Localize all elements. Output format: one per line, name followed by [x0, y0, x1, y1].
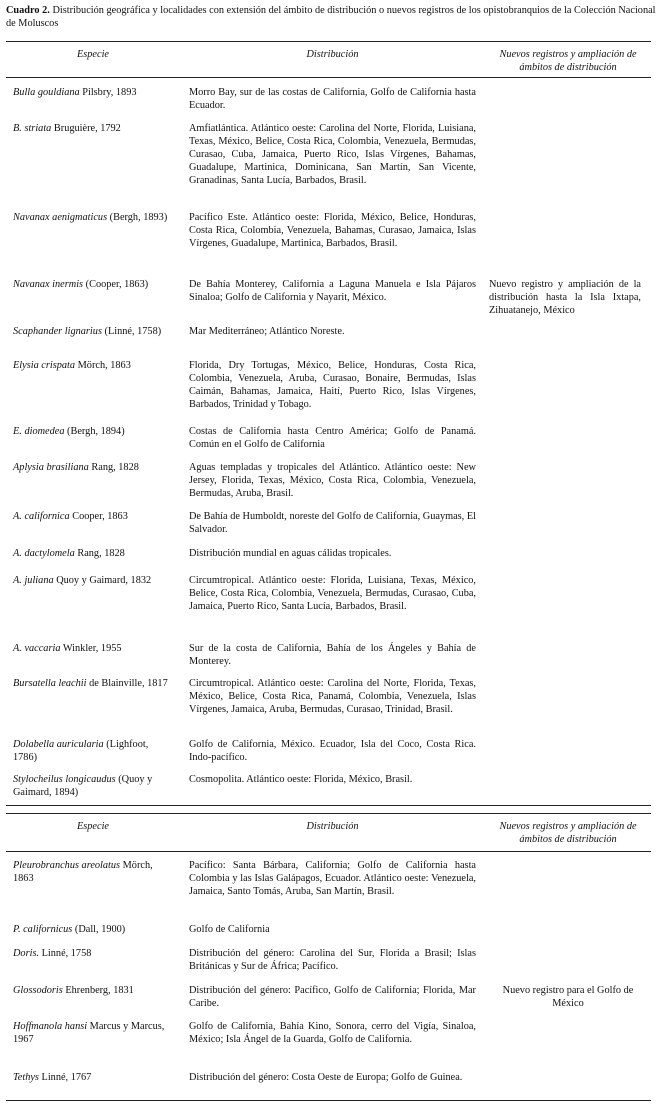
- species-cell: Bulla gouldiana Pilsbry, 1893: [13, 87, 137, 98]
- distribution-cell: Golfo de California, México. Ecuador, Isla del Coco, Costa Rica. Indo-pacífico.: [189, 739, 476, 763]
- header-distribution: Distribución: [306, 49, 359, 60]
- header-new-records: Nuevos registros y ampliación de ámbitos de distribución: [499, 49, 637, 73]
- species-cell: Scaphander lignarius (Linné, 1758): [13, 326, 162, 337]
- species-cell: Navanax aenigmaticus (Bergh, 1893): [13, 212, 168, 223]
- header-species: Especie: [76, 821, 110, 832]
- distribution-cell: Circumtropical. Atlántico oeste: Florida, Luisiana, Texas, México, Belice, Costa Rica, Colombia, Venezuela, Bermudas, Curasao, Cuba, Jamaica, Puerto Rico, Santa Lucía, Barbados, Brasil.: [189, 575, 476, 612]
- species-cell: Glossodoris Ehrenberg, 1831: [13, 985, 134, 996]
- header-species: Especie: [76, 49, 110, 60]
- species-cell: A. californica Cooper, 1863: [13, 511, 128, 522]
- distribution-cell: Morro Bay, sur de las costas de California, Golfo de California hasta Ecuador.: [189, 87, 476, 111]
- species-cell: A. vaccaria Winkler, 1955: [13, 643, 122, 654]
- header-distribution: Distribución: [306, 821, 359, 832]
- header-new-records: Nuevos registros y ampliación de ámbitos de distribución: [499, 821, 637, 845]
- distribution-cell: Distribución del género: Pacífico, Golfo de California; Florida, Mar Caribe.: [189, 985, 476, 1009]
- distribution-cell: Golfo de California: [189, 924, 270, 935]
- distribution-cell: Sur de la costa de California, Bahía de los Ángeles y Bahía de Monterey.: [189, 643, 476, 667]
- species-cell: A. juliana Quoy y Gaimard, 1832: [13, 575, 152, 586]
- distribution-cell: De Bahía de Humboldt, noreste del Golfo de California, Guaymas, El Salvador.: [189, 511, 476, 535]
- caption-label: Cuadro 2.: [6, 5, 50, 16]
- species-cell: Hoffmanola hansi Marcus y Marcus, 1967: [13, 1021, 165, 1045]
- distribution-cell: Amfiatlántica. Atlántico oeste: Carolina del Norte, Florida, Luisiana, Texas, México, Belice, Costa Rica, Colombia, Venezuela, Bermudas, Curasao, Cuba, Jamaica, Puerto Rico, Islas Vírgenes, Bahamas, Guadalupe, Martinica, Dominicana, San Martín, San Vicente, Granadinas, Santa Lucía, Barbados, Brasil.: [189, 123, 476, 186]
- species-cell: Tethys Linné, 1767: [13, 1072, 92, 1083]
- new-record-cell: Nuevo registro y ampliación de la distribución hasta la Isla Ixtapa, Zihuatanejo, México: [489, 279, 641, 316]
- distribution-cell: Mar Mediterráneo; Atlántico Noreste.: [189, 326, 345, 337]
- species-cell: E. diomedea (Bergh, 1894): [13, 426, 125, 437]
- species-cell: P. californicus (Dall, 1900): [13, 924, 126, 935]
- distribution-cell: Aguas templadas y tropicales del Atlántico. Atlántico oeste: New Jersey, Florida, Texas, México, Costa Rica, Colombia, Venezuela, Bermudas, Aruba, Brasil.: [189, 462, 476, 499]
- table-2-header-rule: [6, 851, 651, 852]
- species-cell: Doris. Linné, 1758: [13, 948, 92, 959]
- species-cell: Navanax inermis (Cooper, 1863): [13, 279, 149, 290]
- species-cell: Pleurobranchus areolatus Mörch, 1863: [13, 860, 153, 884]
- distribution-cell: Cosmopolita. Atlántico oeste: Florida, México, Brasil.: [189, 774, 413, 785]
- species-cell: Aplysia brasiliana Rang, 1828: [13, 462, 139, 473]
- distribution-cell: Distribución del género: Costa Oeste de Europa; Golfo de Guinea.: [189, 1072, 463, 1083]
- distribution-cell: Pacífico: Santa Bárbara, California; Golfo de California hasta Colombia y las Islas Galápagos, Ecuador. Atlántico oeste: Venezuela, Jamaica, Santo Tomás, Aruba, San Martín, Brasil.: [189, 860, 476, 897]
- table-1-bottom-rule: [6, 805, 651, 806]
- species-cell: B. striata Bruguière, 1792: [13, 123, 121, 134]
- distribution-cell: Florida, Dry Tortugas, México, Belice, Honduras, Costa Rica, Colombia, Venezuela, Aruba, Curasao, Bonaire, Bermudas, Islas Caimán, Bahamas, Jamaica, Haití, Puerto Rico, Islas Vírgenes, Barbados, Trinidad y Tobago.: [189, 360, 476, 410]
- table-2-bottom-rule: [6, 1100, 651, 1101]
- species-cell: Dolabella auricularia (Lighfoot, 1786): [13, 739, 149, 763]
- new-record-cell: Nuevo registro para el Golfo de México: [502, 985, 634, 1009]
- distribution-cell: Circumtropical. Atlántico oeste: Carolina del Norte, Florida, Texas, México, Belice, Costa Rica, Panamá, Colombia, Venezuela, Islas Vírgenes, Jamaica, Aruba, Bermudas, Curasao, Trinidad, Brasil.: [189, 678, 476, 715]
- table-caption: [6, 4, 656, 30]
- distribution-cell: Distribución del género: Carolina del Sur, Florida a Brasil; Islas Británicas y Sur de África; Pacífico.: [189, 948, 476, 972]
- distribution-cell: Golfo de California, Bahía Kino, Sonora, cerro del Vigía, Sinaloa, México; Isla Ángel de la Guarda, Golfo de California.: [189, 1021, 476, 1045]
- species-cell: A. dactylomela Rang, 1828: [13, 548, 125, 559]
- distribution-cell: Costas de California hasta Centro América; Golfo de Panamá. Común en el Golfo de California: [189, 426, 476, 450]
- species-cell: Stylocheilus longicaudus (Quoy y Gaimard, 1894): [13, 774, 153, 798]
- species-cell: Bursatella leachii de Blainville, 1817: [13, 678, 168, 689]
- distribution-cell: Distribución mundial en aguas cálidas tropicales.: [189, 548, 392, 559]
- table-2-top-rule: [6, 813, 651, 814]
- distribution-cell: De Bahía Monterey, California a Laguna Manuela e Isla Pájaros Sinaloa; Golfo de California y Nayarit, México.: [189, 279, 476, 303]
- table-1-header-rule: [6, 77, 651, 78]
- caption-text: Distribución geográfica y localidades con extensión del ámbito de distribución o nuevos registros de los opistobranquios de la Colección Nacional de Moluscos: [6, 5, 656, 29]
- table-1-top-rule: [6, 41, 651, 42]
- species-cell: Elysia crispata Mörch, 1863: [13, 360, 131, 371]
- distribution-cell: Pacífico Este. Atlántico oeste: Florida, México, Belice, Honduras, Costa Rica, Colombia, Venezuela, Bahamas, Curasao, Jamaica, Islas Vírgenes, Guadalupe, Martinica, Barbados, Brasil.: [189, 212, 476, 249]
